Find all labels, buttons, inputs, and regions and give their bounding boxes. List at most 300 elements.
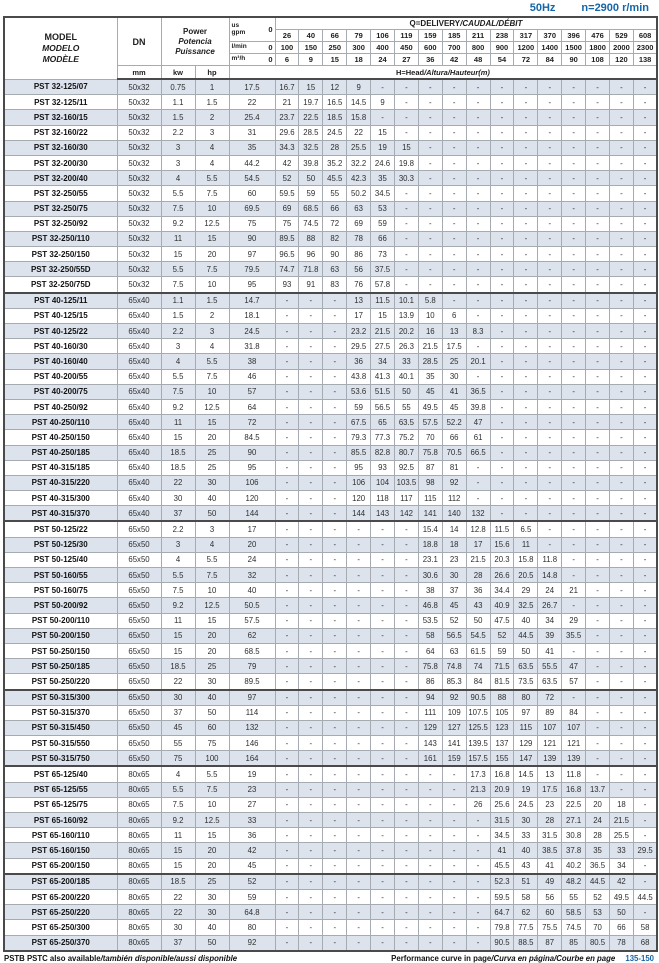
head-value-cell: - <box>394 568 418 583</box>
head-value-cell: - <box>562 430 586 445</box>
flow-m3h-value: 6 <box>275 54 299 66</box>
head-value-cell: 25.4 <box>229 110 275 125</box>
head-value-cell: - <box>394 720 418 735</box>
head-value-cell: 159 <box>442 751 466 767</box>
head-value-cell: 83 <box>323 277 347 293</box>
head-value-cell: 53 <box>371 201 395 216</box>
head-value-cell: - <box>538 247 562 262</box>
head-value-cell: 74.5 <box>562 920 586 935</box>
head-value-cell: 142 <box>394 506 418 522</box>
head-value-cell: - <box>394 231 418 246</box>
head-value-cell: - <box>418 858 442 874</box>
dn-cell: 80x65 <box>117 828 161 843</box>
head-value-cell: 97 <box>229 690 275 706</box>
head-value-cell: 41 <box>490 843 514 858</box>
head-value-cell: 80 <box>514 690 538 706</box>
kw-cell: 7.5 <box>161 277 195 293</box>
head-value-cell: 70 <box>586 920 610 935</box>
head-value-cell: - <box>538 521 562 537</box>
head-value-cell: 68.5 <box>229 643 275 658</box>
table-row <box>4 720 657 735</box>
head-value-cell: - <box>418 79 442 95</box>
model-cell: PST 40-250/150 <box>4 430 117 445</box>
kw-cell: 2.2 <box>161 324 195 339</box>
head-value-cell: - <box>394 613 418 628</box>
head-value-cell: - <box>466 79 490 95</box>
head-value-cell: 8.3 <box>466 324 490 339</box>
head-value-cell: - <box>371 828 395 843</box>
head-value-cell: 50 <box>609 905 633 920</box>
head-value-cell: 34 <box>371 354 395 369</box>
model-cell: PST 65-250/370 <box>4 935 117 951</box>
head-value-cell: 74.8 <box>442 659 466 674</box>
head-value-cell: 64 <box>418 643 442 658</box>
head-value-cell: 21.5 <box>609 813 633 828</box>
hp-cell: 10 <box>195 277 229 293</box>
head-value-cell: - <box>633 277 657 293</box>
head-value-cell: - <box>394 766 418 782</box>
model-cell: PST 32-250/110 <box>4 231 117 246</box>
model-cell: PST 50-315/550 <box>4 736 117 751</box>
head-value-cell: - <box>609 293 633 309</box>
head-value-cell: - <box>562 537 586 552</box>
head-value-cell: - <box>633 399 657 414</box>
head-value-cell: - <box>586 262 610 277</box>
flow-lmin-value: 1800 <box>586 42 610 54</box>
head-value-cell: - <box>347 858 371 874</box>
head-value-cell: 52.3 <box>490 874 514 890</box>
head-value-cell: - <box>275 813 299 828</box>
head-value-cell: - <box>418 905 442 920</box>
head-value-cell: - <box>609 79 633 95</box>
head-value-cell: 112 <box>442 491 466 506</box>
hp-cell: 20 <box>195 628 229 643</box>
head-value-cell: 31.8 <box>229 339 275 354</box>
head-value-cell: 132 <box>229 720 275 735</box>
head-value-cell: - <box>490 293 514 309</box>
head-value-cell: - <box>323 613 347 628</box>
head-value-cell: - <box>538 369 562 384</box>
table-row <box>4 705 657 720</box>
head-value-cell: 24.5 <box>323 125 347 140</box>
hp-cell: 5.5 <box>195 766 229 782</box>
head-value-cell: - <box>633 475 657 490</box>
head-value-cell: 87 <box>418 460 442 475</box>
head-value-cell: 41.3 <box>371 369 395 384</box>
head-value-cell: 50 <box>394 384 418 399</box>
model-cell: PST 32-160/30 <box>4 140 117 155</box>
hp-cell: 15 <box>195 828 229 843</box>
head-value-cell: - <box>609 354 633 369</box>
head-value-cell: - <box>514 277 538 293</box>
dn-cell: 50x32 <box>117 79 161 95</box>
head-value-cell: - <box>323 705 347 720</box>
page-footer <box>0 952 659 963</box>
head-value-cell: 75 <box>275 216 299 231</box>
model-cell: PST 40-315/185 <box>4 460 117 475</box>
head-value-cell: - <box>490 79 514 95</box>
head-value-cell: 90.5 <box>490 935 514 951</box>
head-value-cell: - <box>586 110 610 125</box>
head-value-cell: 41 <box>538 643 562 658</box>
head-value-cell: 10.1 <box>394 293 418 309</box>
model-cell: PST 40-250/92 <box>4 399 117 414</box>
head-value-cell: 53.6 <box>347 384 371 399</box>
head-value-cell: - <box>562 506 586 522</box>
head-value-cell: - <box>442 813 466 828</box>
model-cell: PST 50-315/370 <box>4 705 117 720</box>
head-value-cell: 53 <box>586 905 610 920</box>
kw-cell: 2.2 <box>161 125 195 140</box>
head-value-cell: - <box>394 262 418 277</box>
head-value-cell: 27.5 <box>371 339 395 354</box>
table-row <box>4 339 657 354</box>
kw-cell: 55 <box>161 736 195 751</box>
head-value-cell: - <box>466 813 490 828</box>
head-value-cell: - <box>586 674 610 690</box>
head-value-cell: - <box>514 324 538 339</box>
head-value-cell: - <box>633 628 657 643</box>
head-value-cell: 45.5 <box>323 171 347 186</box>
model-cell: PST 40-160/30 <box>4 339 117 354</box>
head-value-cell: - <box>490 277 514 293</box>
head-value-cell: 69 <box>275 201 299 216</box>
head-value-cell: - <box>514 506 538 522</box>
model-cell: PST 40-160/40 <box>4 354 117 369</box>
head-value-cell: - <box>586 628 610 643</box>
head-value-cell: - <box>514 460 538 475</box>
head-value-cell: 95 <box>347 460 371 475</box>
head-value-cell: - <box>442 935 466 951</box>
head-value-cell: - <box>347 920 371 935</box>
head-value-cell: 26.3 <box>394 339 418 354</box>
head-value-cell: - <box>586 384 610 399</box>
head-value-cell: - <box>562 445 586 460</box>
dn-cell: 80x65 <box>117 843 161 858</box>
head-value-cell: - <box>347 659 371 674</box>
head-value-cell: - <box>633 369 657 384</box>
model-cell: PST 65-200/185 <box>4 874 117 890</box>
head-value-cell: 17.5 <box>538 782 562 797</box>
model-cell: PST 40-315/300 <box>4 491 117 506</box>
model-cell: PST 40-315/220 <box>4 475 117 490</box>
table-row <box>4 324 657 339</box>
head-value-cell: - <box>347 905 371 920</box>
kw-cell: 4 <box>161 171 195 186</box>
head-value-cell: - <box>442 293 466 309</box>
head-value-cell: 34.3 <box>275 140 299 155</box>
head-value-cell: - <box>275 537 299 552</box>
head-value-cell: - <box>514 247 538 262</box>
head-value-cell: - <box>633 430 657 445</box>
hp-cell: 5.5 <box>195 354 229 369</box>
head-value-cell: - <box>609 324 633 339</box>
head-value-cell: - <box>633 186 657 201</box>
head-value-cell: 50.2 <box>347 186 371 201</box>
head-value-cell: - <box>347 828 371 843</box>
head-value-cell: - <box>633 95 657 110</box>
head-value-cell: - <box>633 583 657 598</box>
head-value-cell: 105 <box>490 705 514 720</box>
head-value-cell: - <box>514 155 538 170</box>
head-value-cell: 23.1 <box>418 552 442 567</box>
kw-cell: 15 <box>161 247 195 262</box>
head-value-cell: 90.5 <box>466 690 490 706</box>
kw-cell: 15 <box>161 858 195 874</box>
kw-cell: 75 <box>161 751 195 767</box>
table-row <box>4 797 657 812</box>
head-value-cell: - <box>609 736 633 751</box>
head-value-cell: - <box>633 155 657 170</box>
head-value-cell: - <box>586 308 610 323</box>
table-row <box>4 568 657 583</box>
table-row <box>4 399 657 414</box>
table-row <box>4 552 657 567</box>
head-value-cell: - <box>633 537 657 552</box>
hp-cell: 60 <box>195 720 229 735</box>
head-value-cell: - <box>562 568 586 583</box>
head-value-cell: - <box>394 583 418 598</box>
kw-cell: 37 <box>161 935 195 951</box>
head-value-cell: - <box>538 231 562 246</box>
head-value-cell: 40 <box>229 583 275 598</box>
head-value-cell: - <box>275 889 299 904</box>
dn-cell: 65x40 <box>117 369 161 384</box>
table-row <box>4 736 657 751</box>
hp-cell: 10 <box>195 384 229 399</box>
head-value-cell: - <box>275 659 299 674</box>
dn-cell: 50x32 <box>117 216 161 231</box>
head-value-cell: - <box>586 186 610 201</box>
hp-cell: 15 <box>195 613 229 628</box>
head-value-cell: 111 <box>418 705 442 720</box>
hp-unit: hp <box>195 66 229 80</box>
head-value-cell: 37.8 <box>562 843 586 858</box>
dn-cell: 65x40 <box>117 415 161 430</box>
head-value-cell: - <box>490 415 514 430</box>
head-value-cell: 93 <box>275 277 299 293</box>
hp-cell: 5.5 <box>195 171 229 186</box>
head-value-cell: - <box>299 643 323 658</box>
head-value-cell: - <box>299 935 323 951</box>
head-value-cell: 66 <box>609 920 633 935</box>
head-value-cell: 21.5 <box>466 552 490 567</box>
head-value-cell: - <box>418 889 442 904</box>
model-cell: PST 50-200/150 <box>4 628 117 643</box>
model-cell: PST 40-125/15 <box>4 308 117 323</box>
hp-cell: 25 <box>195 445 229 460</box>
head-value-cell: - <box>514 140 538 155</box>
kw-cell: 5.5 <box>161 186 195 201</box>
flow-m3h-value: 27 <box>394 54 418 66</box>
head-value-cell: - <box>323 659 347 674</box>
head-value-cell: - <box>490 231 514 246</box>
table-row <box>4 277 657 293</box>
head-value-cell: - <box>490 171 514 186</box>
kw-cell: 7.5 <box>161 201 195 216</box>
head-value-cell: 114 <box>229 705 275 720</box>
head-value-cell: - <box>514 384 538 399</box>
head-value-cell: - <box>299 720 323 735</box>
head-value-cell: 19 <box>514 782 538 797</box>
model-cell: PST 65-160/92 <box>4 813 117 828</box>
head-value-cell: 19.7 <box>299 95 323 110</box>
head-value-cell: 59 <box>490 643 514 658</box>
head-value-cell: - <box>609 201 633 216</box>
head-value-cell: - <box>442 828 466 843</box>
kw-cell: 9.2 <box>161 598 195 613</box>
head-value-cell: - <box>538 216 562 231</box>
kw-cell: 3 <box>161 339 195 354</box>
dn-cell: 65x40 <box>117 339 161 354</box>
head-value-cell: - <box>586 751 610 767</box>
head-value-cell: 96 <box>299 247 323 262</box>
table-row <box>4 445 657 460</box>
head-value-cell: - <box>371 935 395 951</box>
head-value-cell: 13 <box>347 293 371 309</box>
kw-cell: 11 <box>161 415 195 430</box>
head-value-cell: - <box>609 384 633 399</box>
head-value-cell: - <box>442 766 466 782</box>
head-value-cell: - <box>490 201 514 216</box>
head-value-cell: - <box>418 155 442 170</box>
head-value-cell: - <box>347 766 371 782</box>
head-value-cell: - <box>538 95 562 110</box>
head-value-cell: - <box>371 598 395 613</box>
table-row <box>4 751 657 767</box>
flow-gpm-value: 26 <box>275 30 299 42</box>
head-value-cell: 79.5 <box>229 262 275 277</box>
dn-cell: 80x65 <box>117 797 161 812</box>
head-value-cell: 44.5 <box>633 889 657 904</box>
head-value-cell: - <box>562 125 586 140</box>
head-value-cell: 35 <box>371 171 395 186</box>
kw-cell: 15 <box>161 430 195 445</box>
table-row <box>4 95 657 110</box>
dn-cell: 65x40 <box>117 491 161 506</box>
head-value-cell: 52 <box>490 628 514 643</box>
head-value-cell: - <box>609 399 633 414</box>
head-value-cell: 44.5 <box>514 628 538 643</box>
head-value-cell: 144 <box>347 506 371 522</box>
dn-cell: 80x65 <box>117 782 161 797</box>
head-value-cell: - <box>323 797 347 812</box>
head-value-cell: - <box>323 568 347 583</box>
head-value-cell: - <box>418 95 442 110</box>
flow-gpm-value: 608 <box>633 30 657 42</box>
head-value-cell: - <box>299 506 323 522</box>
table-row <box>4 125 657 140</box>
head-value-cell: 90 <box>229 231 275 246</box>
head-value-cell: - <box>299 797 323 812</box>
dn-cell: 50x32 <box>117 171 161 186</box>
head-value-cell: - <box>586 171 610 186</box>
hp-cell: 12.5 <box>195 216 229 231</box>
head-value-cell: - <box>466 460 490 475</box>
head-value-cell: 16.5 <box>323 95 347 110</box>
head-value-cell: 129 <box>514 736 538 751</box>
head-value-cell: - <box>442 782 466 797</box>
head-value-cell: 104 <box>371 475 395 490</box>
head-value-cell: 64 <box>229 399 275 414</box>
head-value-cell: - <box>371 583 395 598</box>
table-row <box>4 905 657 920</box>
flow-gpm-value: 396 <box>562 30 586 42</box>
head-value-cell: 43.8 <box>347 369 371 384</box>
model-cell: PST 40-315/370 <box>4 506 117 522</box>
dn-cell: 50x32 <box>117 201 161 216</box>
head-value-cell: - <box>299 628 323 643</box>
head-value-cell: - <box>418 766 442 782</box>
head-value-cell: - <box>490 339 514 354</box>
head-value-cell: - <box>514 171 538 186</box>
head-value-cell: - <box>442 277 466 293</box>
head-value-cell: - <box>562 186 586 201</box>
head-value-cell: - <box>609 140 633 155</box>
head-value-cell: 24.5 <box>514 797 538 812</box>
table-row <box>4 843 657 858</box>
model-cell: PST 40-200/55 <box>4 369 117 384</box>
head-value-cell: - <box>562 460 586 475</box>
page-reference-link[interactable]: 135-150 <box>625 953 654 963</box>
model-cell: PST 50-200/92 <box>4 598 117 613</box>
head-value-cell: 120 <box>347 491 371 506</box>
head-value-cell: 115 <box>514 720 538 735</box>
flow-gpm-value: 119 <box>394 30 418 42</box>
head-value-cell: 11.5 <box>490 521 514 537</box>
head-value-cell: - <box>418 277 442 293</box>
head-value-cell: 47 <box>466 415 490 430</box>
dn-cell: 50x32 <box>117 125 161 140</box>
head-value-cell: 13.9 <box>394 308 418 323</box>
head-value-cell: - <box>490 216 514 231</box>
head-value-cell: 75.2 <box>394 430 418 445</box>
model-cell: PST 50-315/450 <box>4 720 117 735</box>
head-value-cell: - <box>586 216 610 231</box>
head-value-cell: 96.5 <box>275 247 299 262</box>
model-cell: PST 32-250/75 <box>4 201 117 216</box>
table-row <box>4 874 657 890</box>
head-value-cell: - <box>299 613 323 628</box>
head-value-cell: 80.5 <box>586 935 610 951</box>
head-value-cell: - <box>394 782 418 797</box>
head-value-cell: 140 <box>442 506 466 522</box>
table-row <box>4 613 657 628</box>
head-value-cell: - <box>562 79 586 95</box>
head-value-cell: - <box>418 874 442 890</box>
head-value-cell: - <box>394 643 418 658</box>
head-value-cell: - <box>371 537 395 552</box>
dn-cell: 80x65 <box>117 766 161 782</box>
head-value-cell: 21 <box>275 95 299 110</box>
head-value-cell: - <box>586 537 610 552</box>
head-value-cell: - <box>514 201 538 216</box>
head-value-cell: 34 <box>609 858 633 874</box>
head-value-cell: 68 <box>633 935 657 951</box>
kw-cell: 4 <box>161 552 195 567</box>
head-value-cell: - <box>394 920 418 935</box>
dn-cell: 50x32 <box>117 277 161 293</box>
head-value-cell: - <box>586 598 610 613</box>
head-value-cell: - <box>562 491 586 506</box>
head-value-cell: - <box>371 920 395 935</box>
head-value-cell: - <box>299 339 323 354</box>
head-value-cell: 27.1 <box>562 813 586 828</box>
head-value-cell: - <box>609 125 633 140</box>
head-value-cell: 35 <box>418 369 442 384</box>
flow-gpm-value: 106 <box>371 30 395 42</box>
head-value-cell: - <box>323 399 347 414</box>
